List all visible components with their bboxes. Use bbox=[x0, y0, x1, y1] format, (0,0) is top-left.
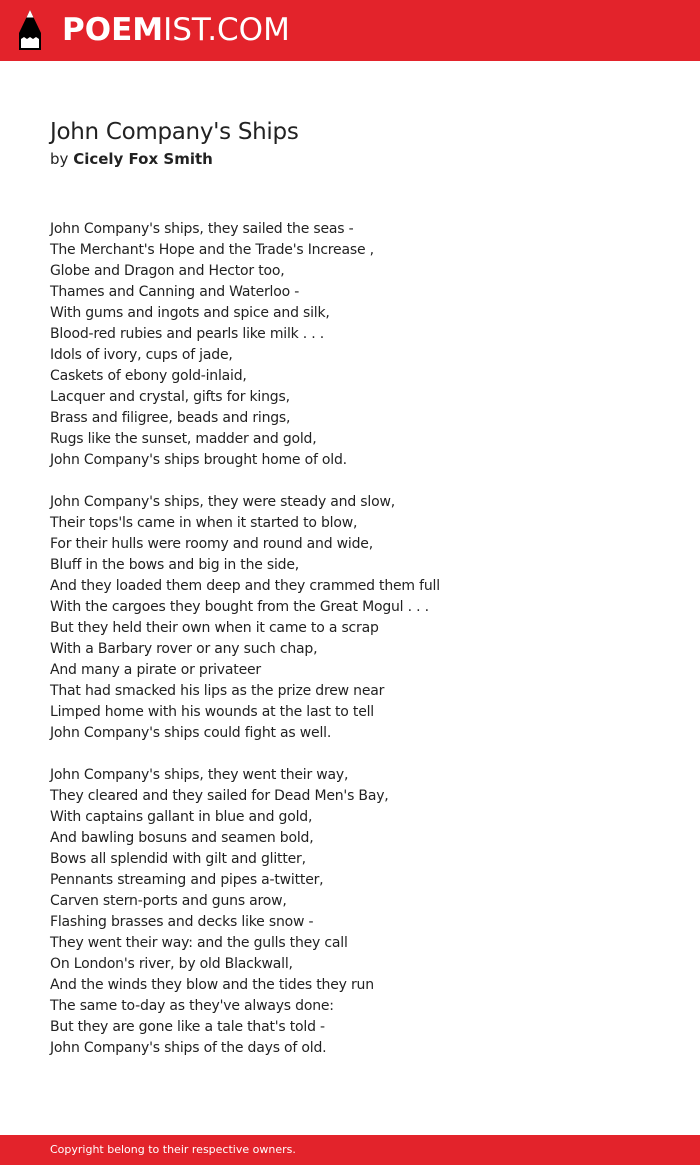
poem-line: Bluff in the bows and big in the side, bbox=[50, 557, 300, 573]
poem-line: Rugs like the sunset, madder and gold, bbox=[50, 431, 317, 447]
poem-line: John Company's ships, they were steady and slow, bbox=[50, 494, 395, 510]
poem-line: The Merchant's Hope and the Trade's Increase , bbox=[50, 242, 374, 258]
stanza bbox=[50, 765, 670, 1059]
poem-line: For their hulls were roomy and round and wide, bbox=[50, 536, 373, 552]
poem-line: Thames and Canning and Waterloo - bbox=[50, 284, 300, 300]
poem-line: Globe and Dragon and Hector too, bbox=[50, 263, 285, 279]
poem-line: And many a pirate or privateer bbox=[50, 662, 261, 678]
poem-line: That had smacked his lips as the prize drew near bbox=[50, 683, 385, 699]
poem-line: On London's river, by old Blackwall, bbox=[50, 956, 293, 972]
logo-bold-text: POEM bbox=[62, 12, 164, 48]
poem-line: The same to-day as they've always done: bbox=[50, 998, 334, 1014]
poem-line: Pennants streaming and pipes a-twitter, bbox=[50, 872, 324, 888]
pencil-icon[interactable] bbox=[17, 9, 43, 51]
poem-line: Caskets of ebony gold-inlaid, bbox=[50, 368, 247, 384]
poem-line: With a Barbary rover or any such chap, bbox=[50, 641, 318, 657]
poem-line: And bawling bosuns and seamen bold, bbox=[50, 830, 314, 846]
poem-line: John Company's ships of the days of old. bbox=[50, 1040, 327, 1056]
site-logo[interactable] bbox=[62, 11, 290, 49]
poem-line: With the cargoes they bought from the Great Mogul . . . bbox=[50, 599, 429, 615]
poem-line: John Company's ships, they went their way, bbox=[50, 767, 349, 783]
poem-line: They went their way: and the gulls they call bbox=[50, 935, 348, 951]
poem-line: And they loaded them deep and they crammed them full bbox=[50, 578, 440, 594]
poem-line: Brass and filigree, beads and rings, bbox=[50, 410, 291, 426]
poem-line: Limped home with his wounds at the last to tell bbox=[50, 704, 374, 720]
poem-body bbox=[50, 219, 670, 1080]
poem-line: John Company's ships, they sailed the seas - bbox=[50, 221, 354, 237]
logo-rest-text: IST.COM bbox=[163, 12, 290, 48]
poem-line: But they held their own when it came to a scrap bbox=[50, 620, 379, 636]
poem-line: They cleared and they sailed for Dead Men's Bay, bbox=[50, 788, 389, 804]
site-footer bbox=[0, 1135, 700, 1165]
poem-line: John Company's ships could fight as well. bbox=[50, 725, 332, 741]
poem-line: Lacquer and crystal, gifts for kings, bbox=[50, 389, 290, 405]
poem-line: Their tops'ls came in when it started to blow, bbox=[50, 515, 358, 531]
poem-line: Carven stern-ports and guns arow, bbox=[50, 893, 287, 909]
poem-line: Bows all splendid with gilt and glitter, bbox=[50, 851, 306, 867]
poem-line: But they are gone like a tale that's told - bbox=[50, 1019, 325, 1035]
poem-line: Blood-red rubies and pearls like milk . . . bbox=[50, 326, 325, 342]
poem-line: And the winds they blow and the tides they run bbox=[50, 977, 374, 993]
poem-line: With captains gallant in blue and gold, bbox=[50, 809, 313, 825]
poem-author[interactable]: Cicely Fox Smith bbox=[73, 150, 213, 168]
poem-line: Idols of ivory, cups of jade, bbox=[50, 347, 233, 363]
poem-line: John Company's ships brought home of old. bbox=[50, 452, 347, 468]
poem-line: Flashing brasses and decks like snow - bbox=[50, 914, 314, 930]
site-header bbox=[0, 0, 700, 61]
copyright-notice: Copyright belong to their respective owners. bbox=[50, 1143, 296, 1156]
stanza bbox=[50, 492, 670, 744]
byline bbox=[50, 148, 213, 170]
by-label: by bbox=[50, 150, 69, 168]
poem-line: With gums and ingots and spice and silk, bbox=[50, 305, 330, 321]
stanza bbox=[50, 219, 670, 471]
poem-title: John Company's Ships bbox=[50, 119, 299, 145]
